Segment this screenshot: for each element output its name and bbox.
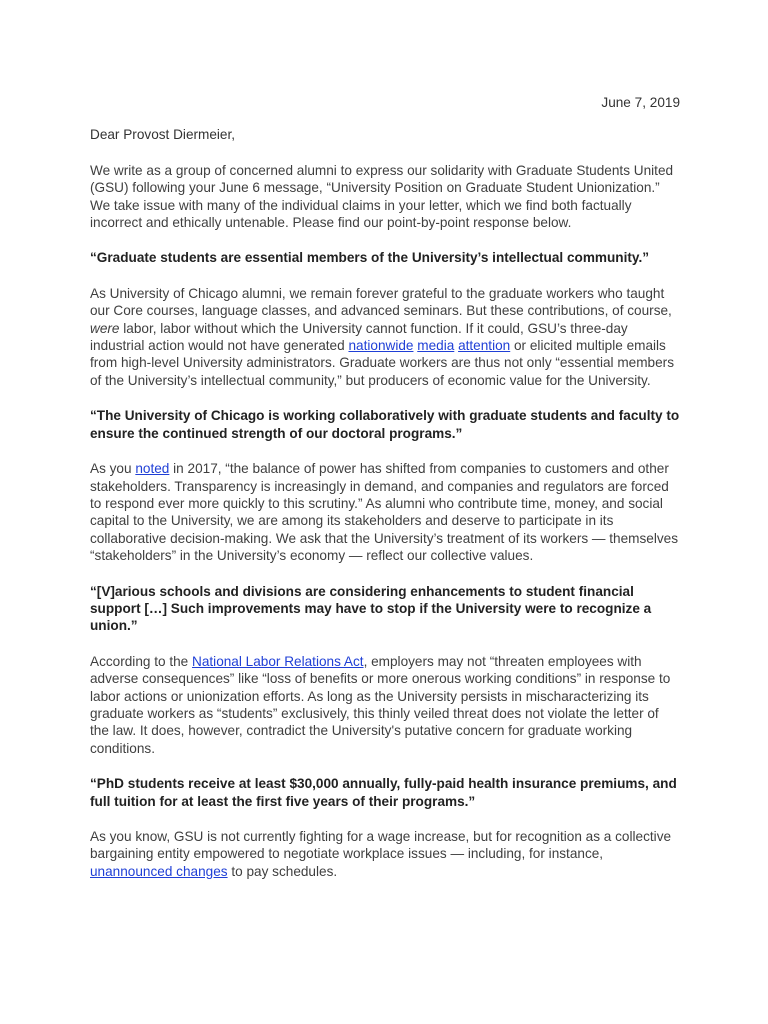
section-2-quote: “The University of Chicago is working collaboratively with graduate students and faculty to ensure the continued strength of our doctoral programs.” [90, 408, 680, 441]
text: labor, labor without which the University cannot function. If it could, GSU’s three-day industrial action would not have generated [90, 320, 628, 354]
text: or elicited multiple emails from high-level University administrators. Graduate workers are thus not only “essential members of the University’s intellectual community,” but producers of economic value for the University. [90, 338, 675, 388]
section-4-paragraph [90, 828, 680, 880]
section-1-paragraph [90, 285, 680, 389]
letter-date: June 7, 2019 [601, 95, 680, 110]
salutation: Dear Provost Diermeier, [90, 127, 236, 143]
text: , employers may not “threaten employees with adverse consequences” like “loss of benefits or more onerous working conditions” in response to labor actions or unionization efforts. As long as the University persists in mischaracterizing its graduate workers as “students” exclusively, this thinly veiled threat does not violate the letter of the law. It does, however, contradict the University's putative concern for graduate working conditions. [90, 653, 671, 756]
link-attention[interactable]: attention [458, 338, 511, 354]
link-nlra[interactable]: National Labor Relations Act [192, 653, 364, 669]
emphasis-were: were [90, 320, 120, 336]
text: As University of Chicago alumni, we remain forever grateful to the graduate workers who taught our Core courses, language classes, and advanced seminars. But these contributions, of course, [90, 285, 672, 319]
link-unannounced-changes[interactable]: unannounced changes [90, 863, 228, 879]
letter-page [90, 94, 680, 898]
text: According to the [90, 653, 193, 669]
section-3-quote: “[V]arious schools and divisions are considering enhancements to student financial support […] Such improvements may have to stop if the University were to recognize a union.” [90, 583, 652, 634]
text: in 2017, “the balance of power has shifted from companies to customers and other stakeholders. Transparency is increasingly in demand, and companies and regulators are forced to respond ever more quickly to this scrutiny.” As alumni who contribute time, money, and social capital to the University, we are among its stakeholders and deserve to participate in its collaborative decision-making. We ask that the University’s treatment of its workers — themselves “stakeholders” in the University’s economy — reflect our collective values. [90, 461, 679, 564]
text: to pay schedules. [227, 863, 338, 879]
section-2-paragraph [90, 460, 680, 564]
section-4-quote: “PhD students receive at least $30,000 annually, fully-paid health insurance premiums, and full tuition for at least the first five years of their programs.” [90, 776, 677, 809]
text: As you know, GSU is not currently fighting for a wage increase, but for recognition as a collective bargaining entity empowered to negotiate workplace issues — including, for instance, [90, 829, 672, 862]
section-1-quote: “Graduate students are essential members of the University’s intellectual community.” [90, 250, 650, 266]
link-media[interactable]: media [417, 338, 455, 354]
section-3-paragraph [90, 653, 680, 757]
intro-paragraph: We write as a group of concerned alumni to express our solidarity with Graduate Students United (GSU) following your June 6 message, “University Position on Graduate Student Unionization.” We take issue with many of the individual claims in your letter, which we find both factually incorrect and ethically untenable. Please find our point-by-point response below. [90, 162, 674, 231]
link-nationwide[interactable]: nationwide [348, 338, 414, 354]
link-noted[interactable]: noted [135, 461, 170, 477]
text: As you [90, 461, 136, 477]
